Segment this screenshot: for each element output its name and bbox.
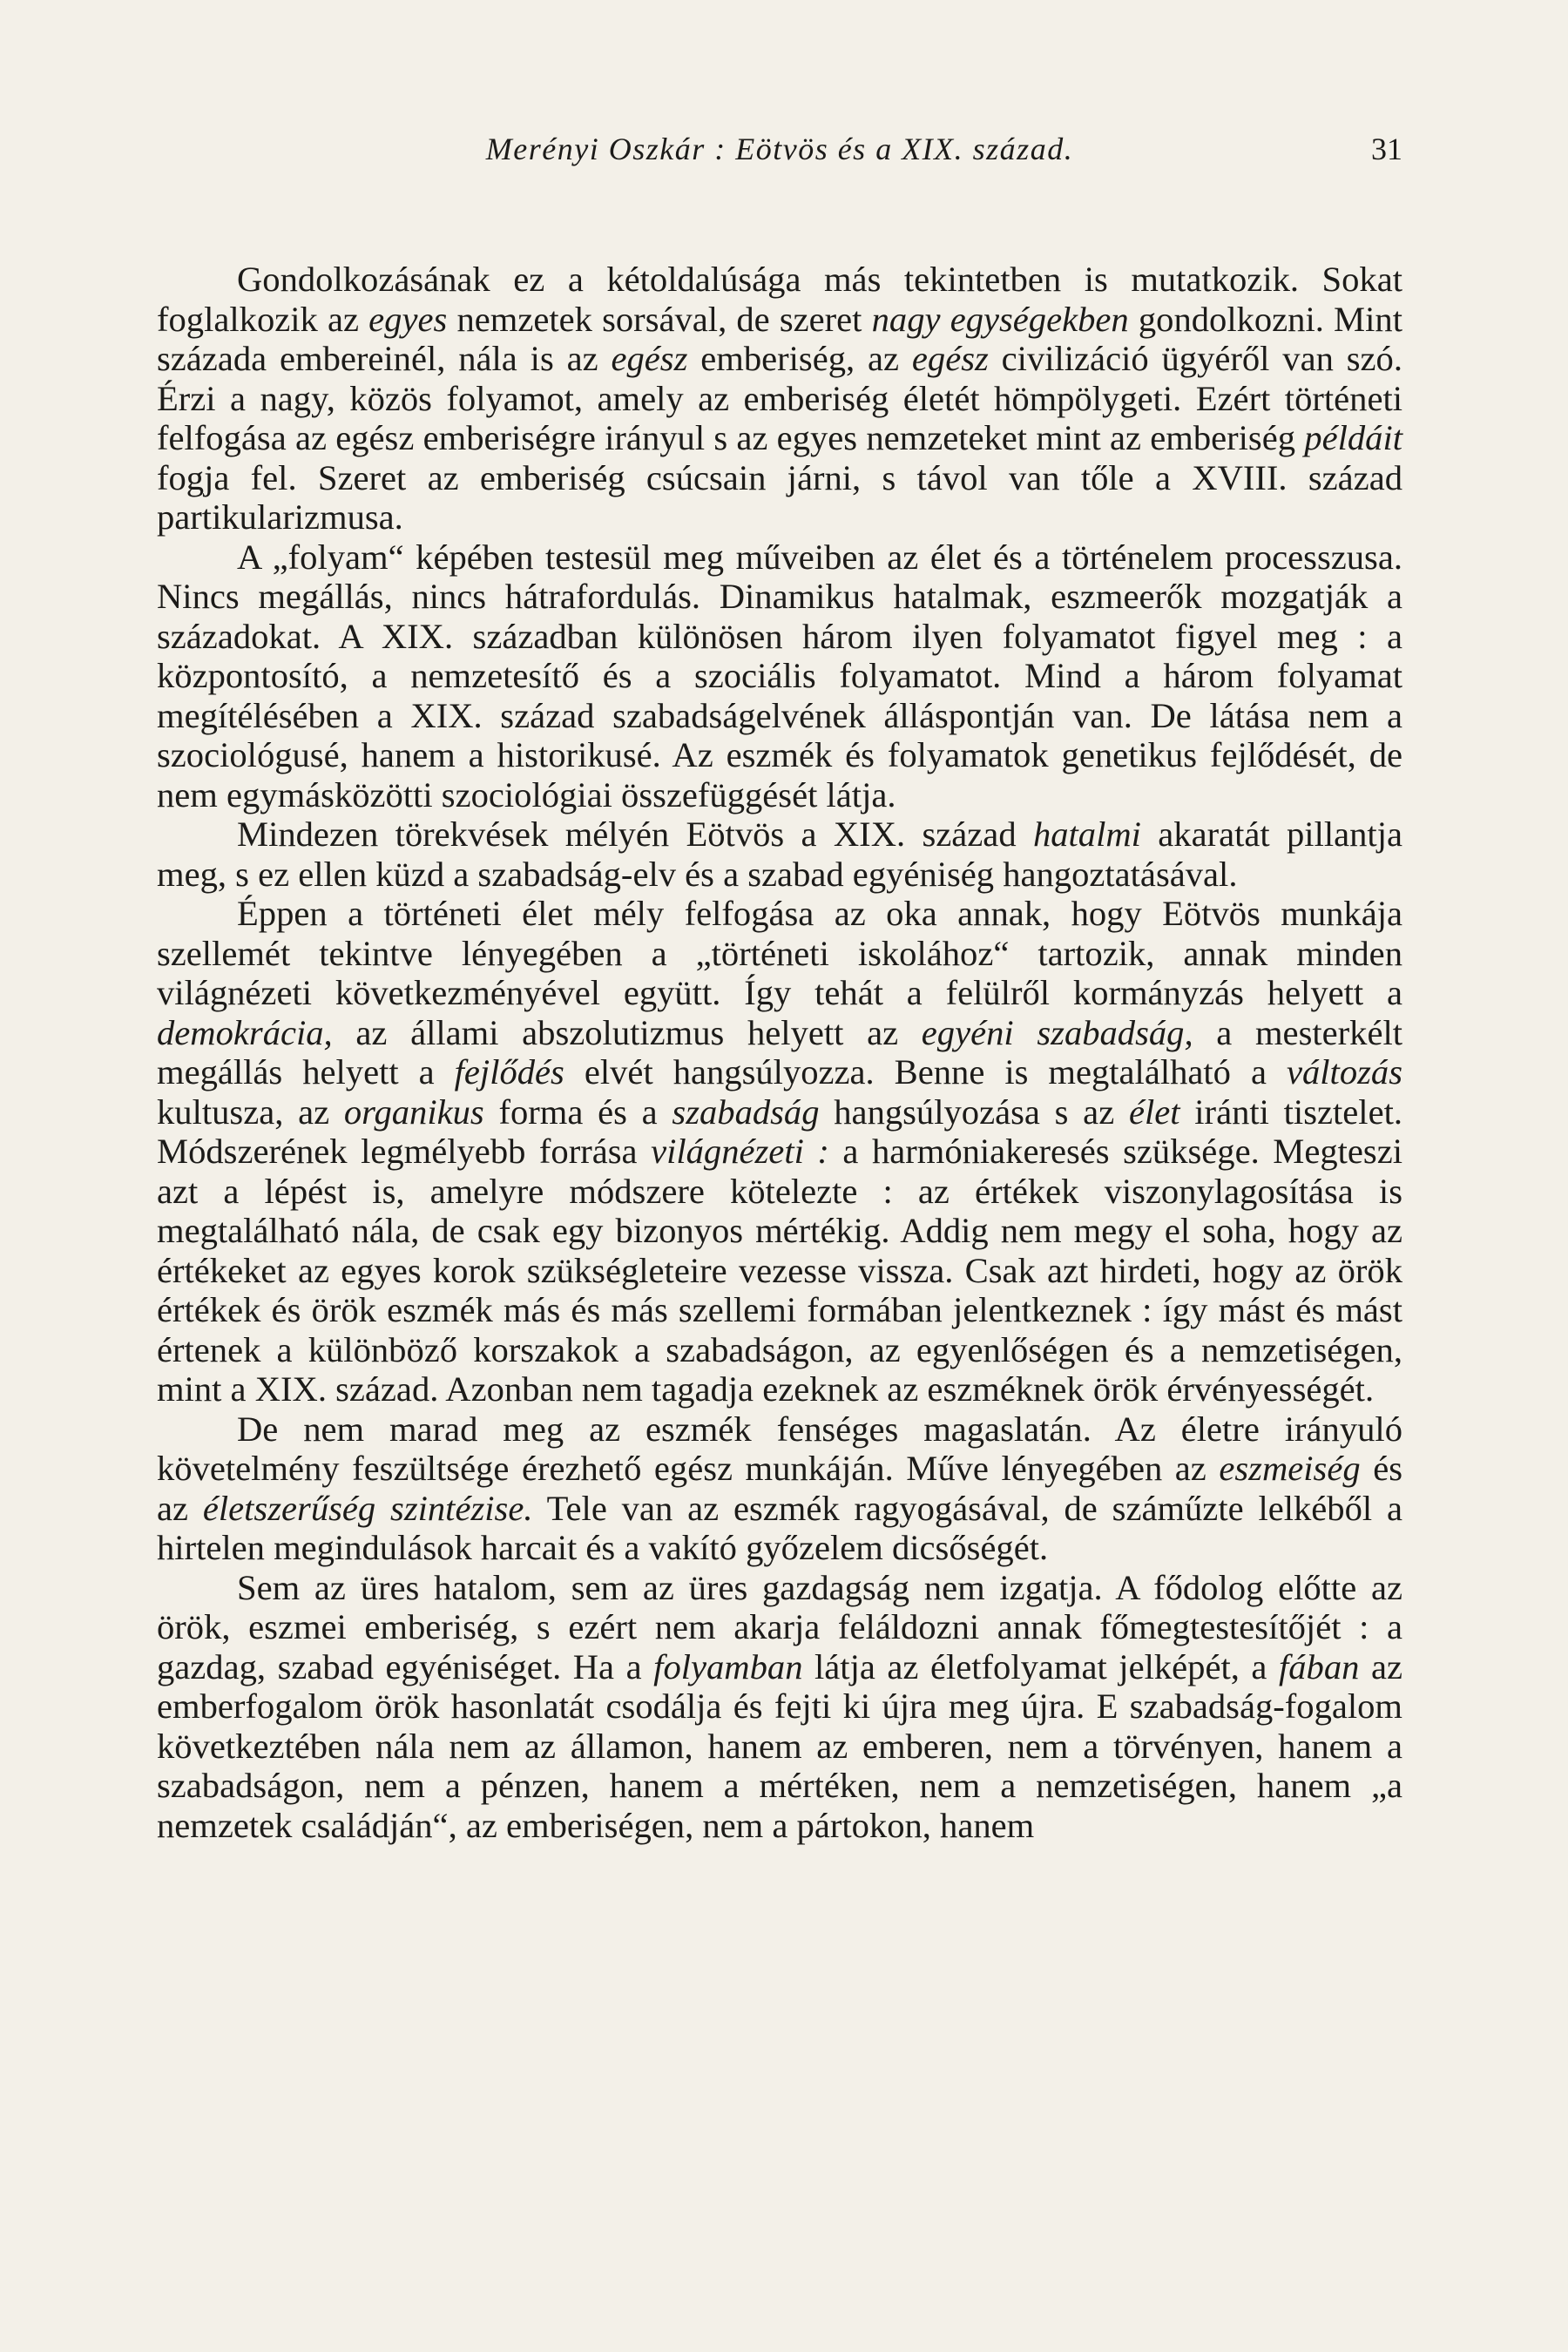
italic-emphasis: demokrácia, [157,1012,333,1052]
italic-emphasis: fejlődés [454,1052,564,1092]
italic-emphasis: organikus [343,1092,484,1132]
italic-emphasis: hatalmi [1032,814,1141,854]
paragraph-4: Éppen a történeti élet mély felfogása az oka annak, hogy Eötvös munkája szellemét tekintve lényegében a „történeti iskolához“ tartozik, annak minden világnézeti következményével együtt. Így tehát a felülről kormányzás helyett a demokrácia, az állami abszolutizmus helyett az egyéni szabadság, a mesterkélt megállás helyett a fejlődés elvét hangsúlyozza. Benne is megtalálható a változás kultusza, az organikus forma és a szabadság hangsúlyozása s az élet iránti tisztelet. Módszerének legmélyebb forrása világnézeti : a harmóniakeresés szüksége. Megteszi azt a lépést is, amelyre módszere kötelezte : az értékek viszonylagosítása is megtalálható nála, de csak egy bizonyos mértékig. Addig nem megy el soha, hogy az értékeket az egyes korok szükségleteire vezesse vissza. Csak azt hirdeti, hogy az örök értékek és örök eszmék más és más szellemi formában jelentkeznek : így mást és mást értenek a különböző korszakok a szabadságon, az egyenlőségen és a nemzetiségen, mint a XIX. század. Azonban nem tagadja ezeknek az eszméknek örök érvényességét. [157,894,1403,1409]
italic-emphasis: szabadság [672,1092,820,1132]
italic-emphasis: élet [1128,1092,1180,1132]
italic-emphasis: egész [611,339,688,378]
italic-emphasis: egyéni szabadság, [921,1012,1193,1052]
paragraph-2: A „folyam“ képében testesül meg műveiben az élet és a történelem processzusa. Nincs megállás, nincs hátrafordulás. Dinamikus hatalmak, eszmeerők mozgatják a századokat. A XIX. században különösen három ilyen folyamatot figyel meg : a központosító, a nemzetesítő és a szociális folyamatot. Mind a három folyamat megítélésében a XIX. század szabadságelvének álláspontján van. De látása nem a szociológusé, hanem a historikusé. Az eszmék és folyamatok genetikus fejlődését, de nem egymásközötti szociológiai összefüggését látja. [157,537,1402,814]
page-number: 31 [1371,132,1402,166]
italic-emphasis: változás [1286,1052,1402,1092]
running-header [157,131,1402,183]
italic-emphasis: folyamban [653,1646,803,1686]
running-title: Merényi Oszkár : Eötvös és a XIX. század. [485,132,1074,166]
italic-emphasis: egész [911,339,989,378]
italic-emphasis: fában [1278,1646,1360,1686]
italic-emphasis: nagy egységekben [871,299,1129,339]
paragraph-6: Sem az üres hatalom, sem az üres gazdagság nem izgatja. A fődolog előtte az örök, eszmei emberiség, s ezért nem akarja feláldozni annak főmegtestesítőjét : a gazdag, szabad egyéniséget. Ha a folyamban látja az életfolyamat jelképét, a fában az emberfogalom örök hasonlatát csodálja és fejti ki újra meg újra. E szabadság-fogalom következtében nála nem az államon, hanem az emberen, nem a törvényen, hanem a szabadságon, nem a pénzen, hanem a mértéken, nem a nemzetiségen, hanem „a nemzetek családján“, az emberiségen, nem a pártokon, hanem [157,1567,1402,1845]
paragraph-1: Gondolkozásának ez a kétoldalúsága más tekintetben is mutatkozik. Sokat foglalkozik az egyes nemzetek sorsával, de szeret nagy egységekben gondolkozni. Mint százada embereinél, nála is az egész emberiség, az egész civilizáció ügyéről van szó. Érzi a nagy, közös folyamot, amely az emberiség életét hömpölygeti. Ezért történeti felfogása az egész emberiségre irányul s az egyes nemzeteket mint az emberiség példáit fogja fel. Szeret az emberiség csúcsain járni, s távol van tőle a XVIII. század partikularizmusa. [157,260,1402,537]
italic-emphasis: életszerűség szintézise. [202,1488,533,1528]
italic-emphasis: példáit [1304,418,1402,457]
text-body [157,260,1402,1845]
italic-emphasis: egyes [368,299,448,339]
paragraph-5: De nem marad meg az eszmék fenséges magaslatán. Az életre irányuló követelmény feszültsége érezhető egész munkáján. Műve lényegében az eszmeiség és az életszerűség szintézise. Tele van az eszmék ragyogásával, de száműzte lelkéből a hirtelen megindulások harcait és a vakító győzelem dicsőségét. [157,1409,1402,1567]
italic-emphasis: eszmeiség [1219,1449,1361,1488]
italic-emphasis: világnézeti : [651,1132,829,1171]
paragraph-3: Mindezen törekvések mélyén Eötvös a XIX. század hatalmi akaratát pillantja meg, s ez ellen küzd a szabadság-elv és a szabad egyéniség hangoztatásával. [157,814,1402,894]
